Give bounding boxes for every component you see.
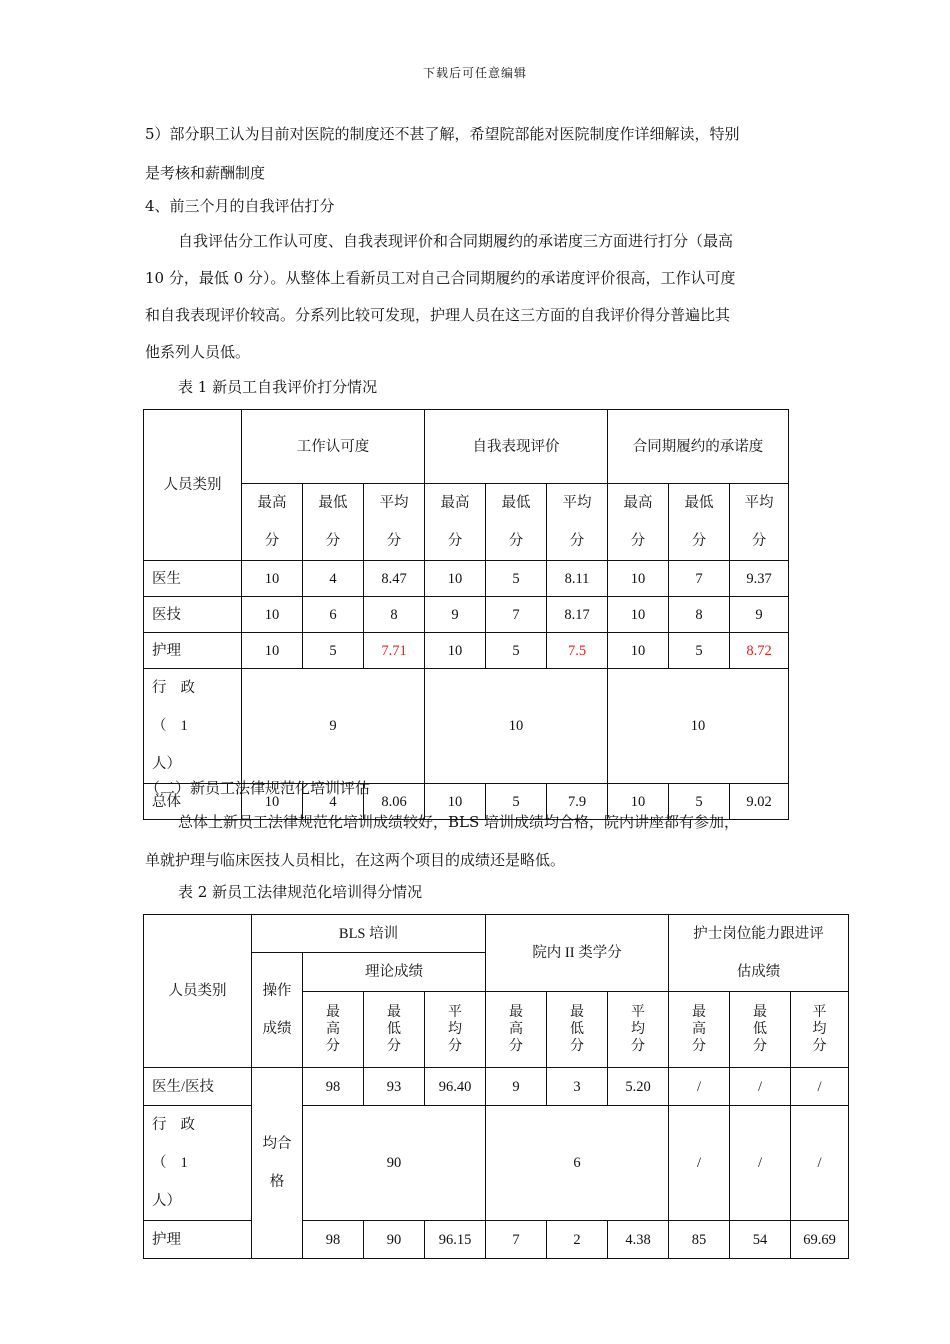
- row-label: 行政（1 人）: [144, 1106, 252, 1221]
- self-evaluation-table: [143, 409, 789, 820]
- cell: 3: [547, 1068, 608, 1106]
- merged-cell: 6: [486, 1106, 669, 1221]
- page-header: 下载后可任意编辑: [422, 66, 527, 80]
- cell: 6: [303, 597, 364, 633]
- cell-highlight: 8.72: [730, 633, 789, 669]
- merged-cell: 9: [242, 669, 425, 784]
- sub-header: 平 均 分: [425, 992, 486, 1068]
- paragraph-line: 5）部分职工认为目前对医院的制度还不甚了解，希望院部能对医院制度作详细解读，特别: [145, 125, 740, 143]
- nurse-header: 护士岗位能力跟进评 估成绩: [669, 915, 849, 992]
- sub-header: 最 高 分: [669, 992, 730, 1068]
- cell-highlight: 7.71: [364, 633, 425, 669]
- sub-header: 最低 分: [669, 484, 730, 561]
- cell: 5: [486, 633, 547, 669]
- row-label: 医技: [144, 597, 242, 633]
- cell: 5: [486, 561, 547, 597]
- cell: /: [791, 1106, 849, 1221]
- paragraph-line: 他系列人员低。: [145, 343, 251, 361]
- cell: 10: [608, 597, 669, 633]
- cell: 8: [669, 597, 730, 633]
- cell: 9: [486, 1068, 547, 1106]
- group-header: 自我表现评价: [425, 410, 608, 484]
- sub-header: 最 低 分: [547, 992, 608, 1068]
- cell: 10: [242, 784, 303, 820]
- cell: 10: [425, 633, 486, 669]
- group-header: 合同期履约的承诺度: [608, 410, 789, 484]
- cell: 7: [486, 1221, 547, 1259]
- cell: 8: [364, 597, 425, 633]
- table-row: [144, 633, 789, 669]
- sub-header: 最 低 分: [364, 992, 425, 1068]
- cell: 98: [303, 1221, 364, 1259]
- cell: /: [669, 1068, 730, 1106]
- row-label: 护理: [144, 1221, 252, 1259]
- cell: 10: [608, 561, 669, 597]
- cell: 10: [242, 561, 303, 597]
- table-row: [144, 1068, 849, 1106]
- cell: 8.47: [364, 561, 425, 597]
- table-row: [144, 1221, 849, 1259]
- cell: /: [791, 1068, 849, 1106]
- cell: 2: [547, 1221, 608, 1259]
- cell-highlight: 7.5: [547, 633, 608, 669]
- table-caption: 表 1 新员工自我评价打分情况: [178, 378, 378, 396]
- cell: 9.02: [730, 784, 789, 820]
- cell: 90: [364, 1221, 425, 1259]
- row-label: 行政（1 人）: [144, 669, 242, 784]
- category-header: 人员类别: [144, 915, 252, 1068]
- cell: 10: [425, 561, 486, 597]
- table-row: [144, 1106, 849, 1221]
- cell: /: [669, 1106, 730, 1221]
- row-label: 护理: [144, 633, 242, 669]
- cell: 5.20: [608, 1068, 669, 1106]
- cell: 10: [608, 784, 669, 820]
- table-caption: 表 2 新员工法律规范化培训得分情况: [178, 883, 423, 901]
- cell: 4.38: [608, 1221, 669, 1259]
- cell: 10: [425, 784, 486, 820]
- cell: 96.15: [425, 1221, 486, 1259]
- cell: 4: [303, 784, 364, 820]
- cell: 8.11: [547, 561, 608, 597]
- paragraph-line: 和自我表现评价较高。分系列比较可发现，护理人员在这三方面的自我评价得分普遍比其: [145, 306, 731, 324]
- lecture-header: 院内 II 类学分: [486, 915, 669, 992]
- cell: 8.17: [547, 597, 608, 633]
- cell: 5: [669, 784, 730, 820]
- merged-cell: 90: [303, 1106, 486, 1221]
- sub-header: 平均 分: [364, 484, 425, 561]
- section-heading: （二）新员工法律规范化培训评估: [145, 779, 371, 797]
- cell: 5: [669, 633, 730, 669]
- sub-header: 最低 分: [486, 484, 547, 561]
- sub-header: 平均 分: [730, 484, 789, 561]
- cell: 10: [608, 633, 669, 669]
- theory-header: 理论成绩: [303, 953, 486, 992]
- sub-header: 最高 分: [425, 484, 486, 561]
- row-label: 总体: [144, 784, 242, 820]
- merged-cell: 10: [608, 669, 789, 784]
- sub-header: 最 高 分: [303, 992, 364, 1068]
- cell: 7.9: [547, 784, 608, 820]
- cell: /: [730, 1106, 791, 1221]
- training-score-table: [143, 914, 849, 1259]
- cell: 93: [364, 1068, 425, 1106]
- cell: 5: [486, 784, 547, 820]
- paragraph-line: 是考核和薪酬制度: [145, 164, 266, 182]
- cell: 7: [669, 561, 730, 597]
- cell: 8.06: [364, 784, 425, 820]
- sub-header: 最 低 分: [730, 992, 791, 1068]
- paragraph-line: 10 分，最低 0 分）。从整体上看新员工对自己合同期履约的承诺度评价很高，工作认可度: [145, 269, 736, 287]
- merged-cell: 10: [425, 669, 608, 784]
- cell: 5: [303, 633, 364, 669]
- operation-merged-cell: 均合 格: [252, 1068, 303, 1259]
- cell: 9: [425, 597, 486, 633]
- sub-header: 最 高 分: [486, 992, 547, 1068]
- operation-header: 操作 成绩: [252, 953, 303, 1068]
- cell: 54: [730, 1221, 791, 1259]
- paragraph-line: 单就护理与临床医技人员相比，在这两个项目的成绩还是略低。: [145, 851, 566, 869]
- section-heading: 4、前三个月的自我评估打分: [145, 197, 335, 215]
- paragraph-line: 自我评估分工作认可度、自我表现评价和合同期履约的承诺度三方面进行打分（最高: [178, 232, 734, 250]
- bls-header: BLS 培训: [252, 915, 486, 953]
- cell: 10: [242, 633, 303, 669]
- cell: 4: [303, 561, 364, 597]
- sub-header: 最高 分: [608, 484, 669, 561]
- cell: /: [730, 1068, 791, 1106]
- cell: 10: [242, 597, 303, 633]
- row-label: 医生/医技: [144, 1068, 252, 1106]
- sub-header: 最高 分: [242, 484, 303, 561]
- sub-header: 平 均 分: [608, 992, 669, 1068]
- table-row: [144, 561, 789, 597]
- group-header: 工作认可度: [242, 410, 425, 484]
- category-header: 人员类别: [144, 410, 242, 561]
- row-label: 医生: [144, 561, 242, 597]
- cell: 85: [669, 1221, 730, 1259]
- cell: 96.40: [425, 1068, 486, 1106]
- sub-header: 最低 分: [303, 484, 364, 561]
- sub-header: 平均 分: [547, 484, 608, 561]
- paragraph-line: 总体上新员工法律规范化培训成绩较好，BLS 培训成绩均合格，院内讲座都有参加，: [178, 813, 740, 831]
- cell: 9.37: [730, 561, 789, 597]
- cell: 9: [730, 597, 789, 633]
- cell: 69.69: [791, 1221, 849, 1259]
- cell: 7: [486, 597, 547, 633]
- table-row: [144, 597, 789, 633]
- cell: 98: [303, 1068, 364, 1106]
- table-row: [144, 669, 789, 784]
- sub-header: 平 均 分: [791, 992, 849, 1068]
